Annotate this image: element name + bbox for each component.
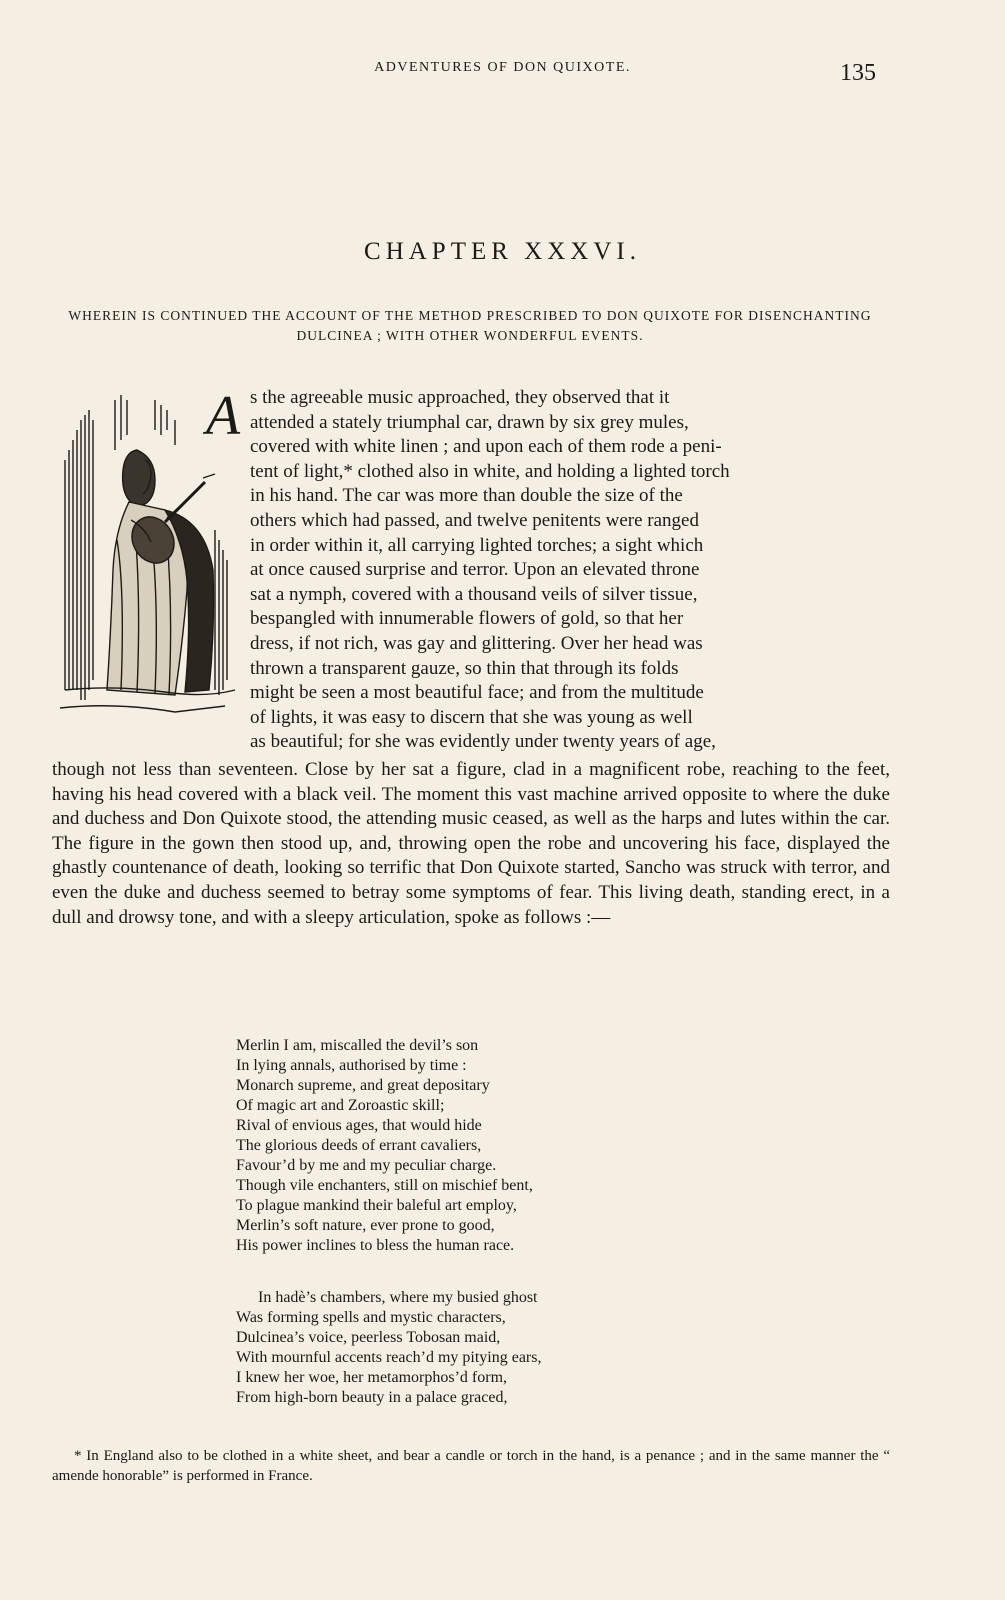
poem-line: Favour’d by me and my peculiar charge.: [236, 1157, 497, 1174]
text-line: covered with white linen ; and upon each of them rode a peni-: [250, 436, 722, 458]
poem-line: The glorious deeds of errant cavaliers,: [236, 1137, 482, 1154]
poem-line: Of magic art and Zoroastic skill;: [236, 1097, 445, 1114]
poem-line: Merlin I am, miscalled the devil’s son: [236, 1037, 479, 1054]
chapter-subtitle: WHEREIN IS CONTINUED THE ACCOUNT OF THE METHOD PRESCRIBED TO DON QUIXOTE FOR DISENCHANTING DULCINEA ; WITH OTHER WONDERFUL EVENTS.: [68, 308, 872, 343]
poem-line: Was forming spells and mystic characters,: [236, 1309, 506, 1326]
text-line: at once caused surprise and terror. Upon an elevated throne: [250, 559, 700, 581]
text-line: of lights, it was easy to discern that she was young as well: [250, 706, 693, 728]
page-number: 135: [840, 60, 876, 86]
poem-line: In lying annals, authorised by time :: [236, 1057, 467, 1074]
poem-line: His power inclines to bless the human race.: [236, 1237, 515, 1254]
footnote-text: In England also to be clothed in a white sheet, and bear a candle or torch in the hand, is a penance ; and in the same manner the “ amende honorable” is performed in France.: [52, 1448, 891, 1484]
text-line: in his hand. The car was more than double the size of the: [250, 485, 683, 507]
text-line: tent of light,* clothed also in white, and holding a lighted torch: [250, 460, 730, 482]
poem-stanza-2: [236, 1288, 796, 1408]
text-line: sat a nymph, covered with a thousand veils of silver tissue,: [250, 583, 698, 605]
poem-line: To plague mankind their baleful art employ,: [236, 1197, 517, 1214]
poem-stanza-1: [236, 1036, 796, 1256]
poem-line: Though vile enchanters, still on mischief bent,: [236, 1177, 533, 1194]
poem-line: Merlin’s soft nature, ever prone to good,: [236, 1217, 495, 1234]
poem-line: Rival of envious ages, that would hide: [236, 1117, 482, 1134]
wrapped-paragraph: [250, 386, 890, 755]
poem-line: I knew her woe, her metamorphos’d form,: [236, 1369, 508, 1386]
poem-line: Monarch supreme, and great depositary: [236, 1077, 490, 1094]
drop-cap: A: [205, 385, 241, 447]
text-line: in order within it, all carrying lighted torches; a sight which: [250, 534, 704, 556]
text-line: bespangled with innumerable flowers of gold, so that her: [250, 608, 684, 630]
text-line: thrown a transparent gauze, so thin that through its folds: [250, 657, 679, 679]
poem-line: Dulcinea’s voice, peerless Tobosan maid,: [236, 1329, 501, 1346]
text-line: attended a stately triumphal car, drawn by six grey mules,: [250, 411, 689, 433]
poem-line: With mournful accents reach’d my pitying ears,: [236, 1349, 542, 1366]
text-line: dress, if not rich, was gay and glittering. Over her head was: [250, 632, 703, 654]
running-head: ADVENTURES OF DON QUIXOTE.: [374, 60, 631, 75]
text-line: others which had passed, and twelve penitents were ranged: [250, 509, 699, 531]
text-line: as beautiful; for she was evidently under twenty years of age,: [250, 731, 716, 753]
body-paragraph: though not less than seventeen. Close by her sat a figure, clad in a magnificent robe, reaching to the feet, having his head covered with a black veil. The moment this vast machine arrived opposite to where the duke and duchess and Don Quixote stood, the attending music ceased, as well as the harps and lutes within the car. The figure in the gown then stood up, and, throwing open the robe and uncovering his face, displayed the ghastly countenance of death, looking so terrific that Don Quixote started, Sancho was struck with terror, and even the duke and duchess seemed to betray some symptoms of fear. This living death, standing erect, in a dull and drowsy tone, and with a sleepy articulation, spoke as follows :—: [52, 759, 890, 928]
chapter-title: CHAPTER XXXVI.: [364, 238, 641, 265]
footnote: [52, 1446, 890, 1486]
poem-line: In hadè’s chambers, where my busied ghost: [258, 1289, 538, 1306]
text-line: s the agreeable music approached, they observed that it: [250, 387, 670, 408]
footnote-mark: *: [74, 1448, 82, 1464]
text-line: might be seen a most beautiful face; and from the multitude: [250, 682, 704, 704]
poem-line: From high-born beauty in a palace graced,: [236, 1389, 508, 1406]
